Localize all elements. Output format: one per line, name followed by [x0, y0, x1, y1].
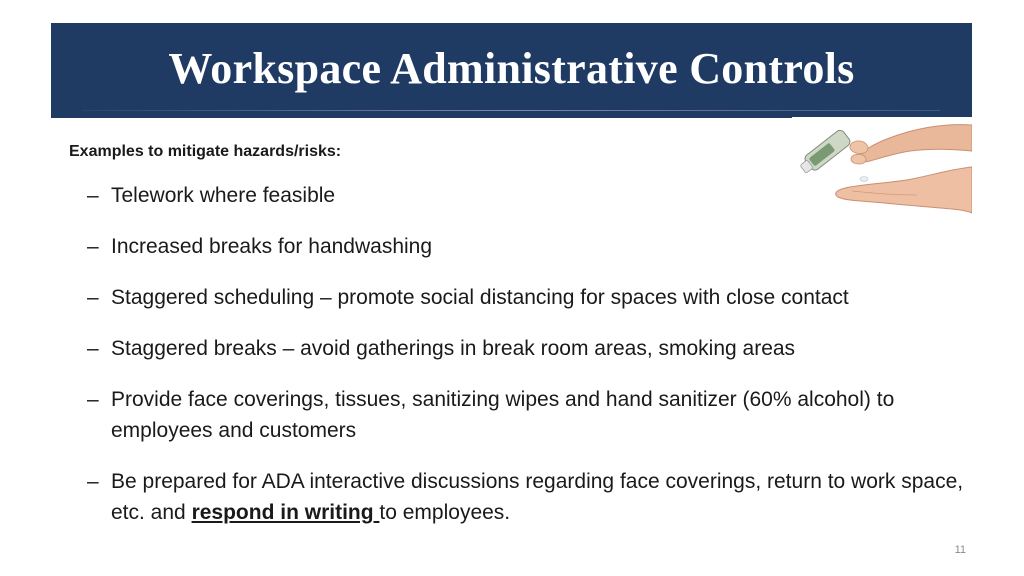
bullet-item [87, 466, 967, 528]
bullet-dash: – [87, 286, 99, 309]
bullet-text: Staggered breaks – avoid gatherings in break room areas, smoking areas [111, 337, 796, 360]
bullet-text-end: to employees. [379, 501, 511, 524]
bullet-list [87, 180, 967, 548]
bullet-item [87, 384, 967, 446]
bullet-item [87, 282, 967, 313]
bullet-item [87, 180, 967, 211]
title-divider [82, 110, 940, 111]
title-bar [51, 23, 972, 118]
bullet-text: Telework where feasible [111, 184, 336, 207]
slide-title: Workspace Administrative Controls [168, 44, 855, 93]
finger [851, 154, 866, 164]
bullet-item [87, 231, 967, 262]
bullet-text: Provide face coverings, tissues, sanitizing wipes and hand sanitizer (60% alcohol) to employees and customers [111, 388, 895, 442]
bullet-dash: – [87, 184, 99, 207]
page-number: 11 [954, 544, 966, 556]
bullet-dash: – [87, 337, 99, 360]
finger [850, 141, 868, 154]
bullet-dash: – [87, 235, 99, 258]
bullet-text: Be prepared for ADA interactive discussions regarding face coverings, return to work space, etc. and [111, 470, 964, 524]
bullet-dash: – [87, 388, 99, 411]
subheading: Examples to mitigate hazards/risks: [69, 143, 342, 160]
bullet-text: Increased breaks for handwashing [111, 235, 433, 258]
bullet-item [87, 333, 967, 364]
bullet-text: Staggered scheduling – promote social distancing for spaces with close contact [111, 286, 849, 309]
emphasized-text: respond in writing [191, 501, 380, 524]
bullet-dash: – [87, 470, 99, 493]
